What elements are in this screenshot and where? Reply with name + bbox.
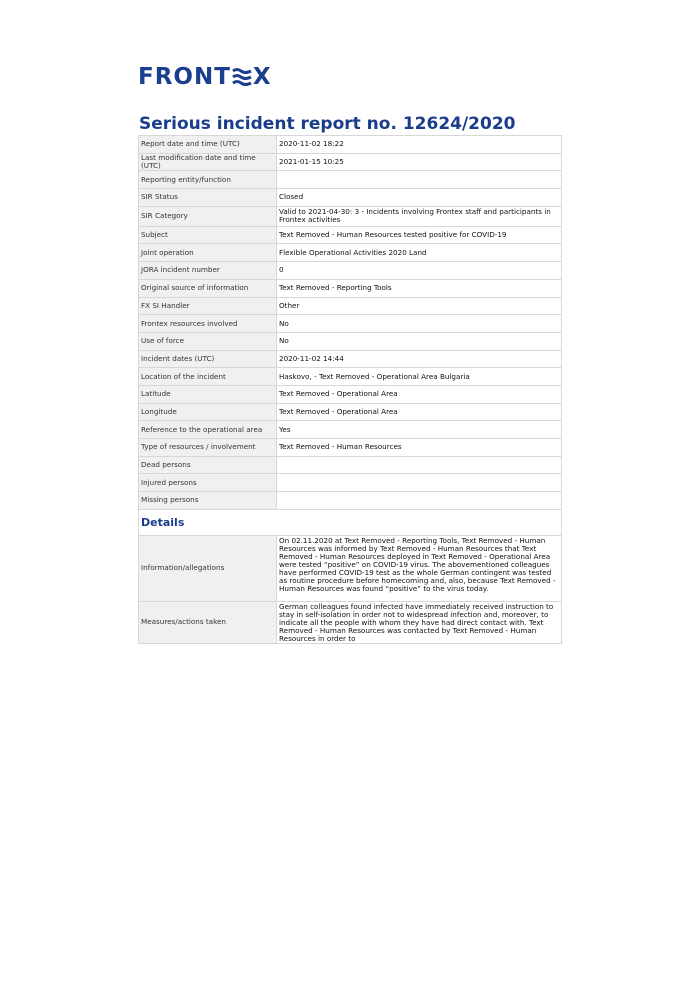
table-row — [139, 474, 562, 492]
details-value: On 02.11.2020 at Text Removed - Reporting Tools, Text Removed - Human Resources was informed by Text Removed - Human Resources that Text Removed - Human Resources deployed in Text Removed - Operational Area were tested “positive” on COVID-19 virus. The abovementioned colleagues have performed COVID-19 test as the whole German contingent was tested as routine procedure before homecoming and, also, because Text Removed - Human Resources was found “positive” to the virus today. — [277, 535, 562, 601]
row-value: No — [277, 315, 562, 333]
report-table — [138, 135, 562, 510]
row-value: No — [277, 332, 562, 350]
row-value: Valid to 2021-04-30: 3 - Incidents involving Frontex staff and participants in Frontex activities — [277, 206, 562, 226]
logo-e-mark-icon — [232, 67, 252, 87]
table-row — [139, 332, 562, 350]
table-row — [139, 226, 562, 244]
row-label: Use of force — [139, 332, 277, 350]
row-label: Injured persons — [139, 474, 277, 492]
row-value: 0 — [277, 262, 562, 280]
row-label: Incident dates (UTC) — [139, 350, 277, 368]
table-row — [139, 492, 562, 510]
table-row — [139, 403, 562, 421]
row-label: Frontex resources involved — [139, 315, 277, 333]
row-label: Latitude — [139, 385, 277, 403]
table-row — [139, 421, 562, 439]
row-value: Flexible Operational Activities 2020 Land — [277, 244, 562, 262]
table-row — [139, 439, 562, 457]
row-label: Reporting entity/function — [139, 171, 277, 189]
row-value: Text Removed - Human Resources tested positive for COVID-19 — [277, 226, 562, 244]
row-value — [277, 456, 562, 474]
table-row — [139, 189, 562, 207]
table-row — [139, 244, 562, 262]
row-label: JORA incident number — [139, 262, 277, 280]
table-row — [139, 171, 562, 189]
table-row — [139, 385, 562, 403]
row-label: Location of the incident — [139, 368, 277, 386]
row-value: Text Removed - Operational Area — [277, 385, 562, 403]
row-label: SIR Category — [139, 206, 277, 226]
row-label: Last modification date and time (UTC) — [139, 153, 277, 171]
row-value: 2020-11-02 18:22 — [277, 136, 562, 154]
page-title: Serious incident report no. 12624/2020 — [139, 114, 516, 134]
row-value: 2020-11-02 14:44 — [277, 350, 562, 368]
row-label: FX SI Handler — [139, 297, 277, 315]
row-value: Yes — [277, 421, 562, 439]
row-value — [277, 474, 562, 492]
row-value: Text Removed - Human Resources — [277, 439, 562, 457]
row-label: Type of resources / involvement — [139, 439, 277, 457]
details-label: Measures/actions taken — [139, 601, 277, 643]
logo-text-left: FRONT — [138, 64, 231, 90]
row-label: Report date and time (UTC) — [139, 136, 277, 154]
row-label: Missing persons — [139, 492, 277, 510]
row-label: Longitude — [139, 403, 277, 421]
logo-text-right: X — [252, 64, 272, 90]
table-row — [139, 262, 562, 280]
table-row — [139, 206, 562, 226]
details-label: Information/allegations — [139, 535, 277, 601]
details-value: German colleagues found infected have immediately received instruction to stay in self-isolation in order not to widespread infection and, moreover, to indicate all the people with whom they have had direct contact with. Text Removed - Human Resources was contacted by Text Removed - Human Resources in order to — [277, 601, 562, 643]
row-value — [277, 171, 562, 189]
row-value: Text Removed - Reporting Tools — [277, 279, 562, 297]
details-row — [139, 535, 562, 601]
frontex-logo — [138, 64, 272, 90]
row-value: Closed — [277, 189, 562, 207]
row-label: Subject — [139, 226, 277, 244]
row-value: Haskovo, - Text Removed - Operational Area Bulgaria — [277, 368, 562, 386]
row-value — [277, 492, 562, 510]
details-table — [138, 535, 562, 644]
row-label: Reference to the operational area — [139, 421, 277, 439]
table-row — [139, 350, 562, 368]
row-value: 2021-01-15 10:25 — [277, 153, 562, 171]
row-label: Original source of information — [139, 279, 277, 297]
table-row — [139, 279, 562, 297]
details-heading: Details — [138, 510, 562, 535]
row-value: Text Removed - Operational Area — [277, 403, 562, 421]
details-row — [139, 601, 562, 643]
report-container — [138, 135, 562, 644]
table-row — [139, 368, 562, 386]
table-row — [139, 456, 562, 474]
table-row — [139, 136, 562, 154]
table-row — [139, 153, 562, 171]
table-row — [139, 297, 562, 315]
row-label: Joint operation — [139, 244, 277, 262]
table-row — [139, 315, 562, 333]
row-value: Other — [277, 297, 562, 315]
row-label: SIR Status — [139, 189, 277, 207]
row-label: Dead persons — [139, 456, 277, 474]
